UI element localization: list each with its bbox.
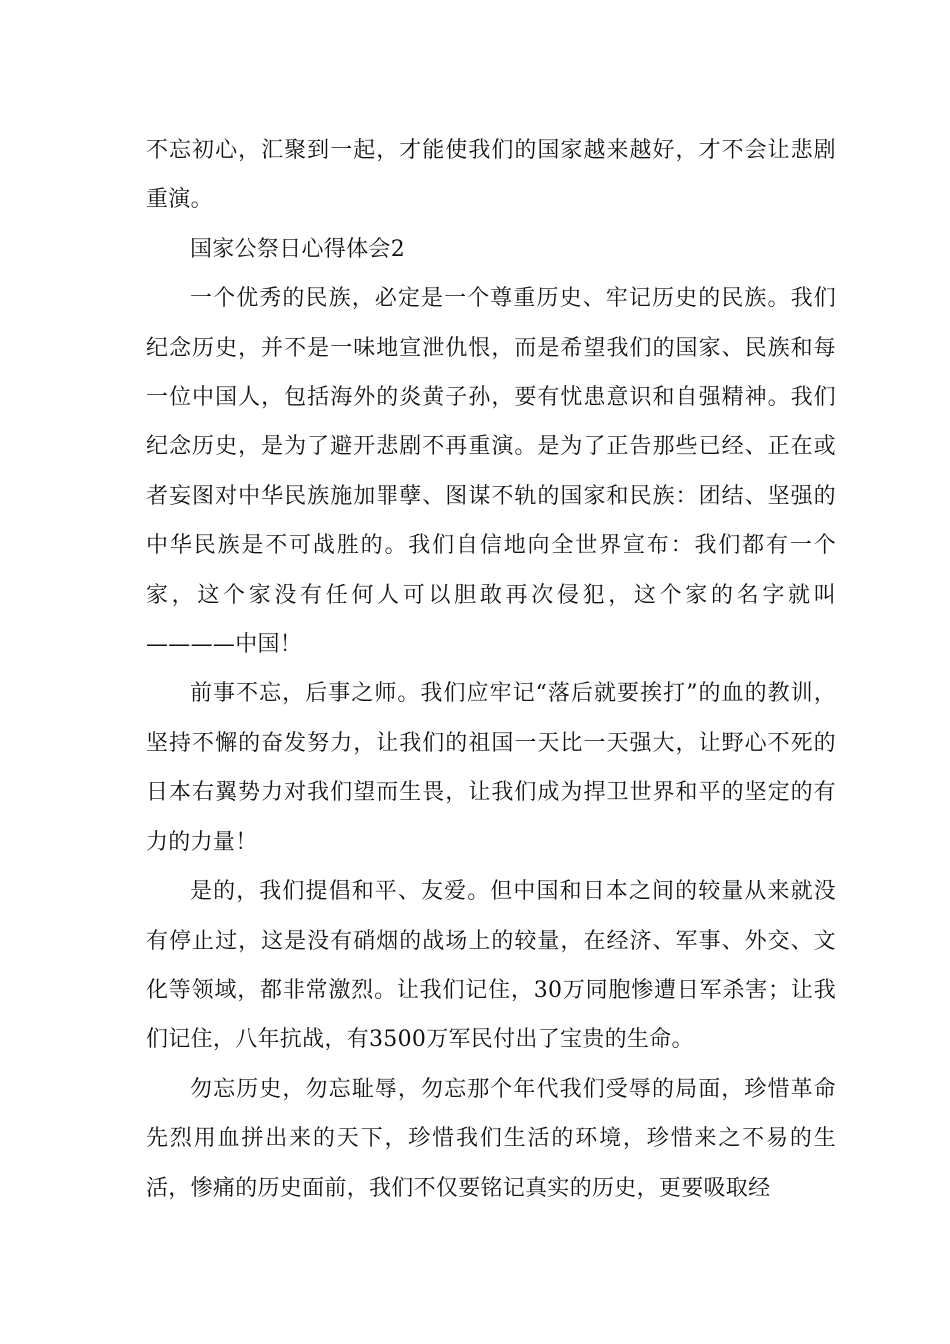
- paragraph: 是的，我们提倡和平、友爱。但中国和日本之间的较量从来就没有停止过，这是没有硝烟的战场上的较量，在经济、军事、外交、文化等领域，都非常激烈。让我们记住，30万同胞惨遭日军杀害；让我们记住，八年抗战，有3500万军民付出了宝贵的生命。: [146, 879, 836, 1053]
- document-body: [146, 126, 836, 1213]
- section-heading: 国家公祭日心得体会2: [190, 236, 405, 262]
- paragraph-continuation: 不忘初心，汇聚到一起，才能使我们的国家越来越好，才不会让悲剧重演。: [146, 138, 836, 213]
- paragraph: 勿忘历史，勿忘耻辱，勿忘那个年代我们受辱的局面，珍惜革命先烈用血拼出来的天下，珍惜我们生活的环境，珍惜来之不易的生活，惨痛的历史面前，我们不仅要铭记真实的历史，更要吸取经: [146, 1076, 836, 1201]
- paragraph: 前事不忘，后事之师。我们应牢记“落后就要挨打”的血的教训，坚持不懈的奋发努力，让我们的祖国一天比一天强大，让野心不死的日本右翼势力对我们望而生畏，让我们成为捍卫世界和平的坚定的有力的力量！: [146, 681, 836, 855]
- paragraph: 一个优秀的民族，必定是一个尊重历史、牢记历史的民族。我们纪念历史，并不是一味地宣泄仇恨，而是希望我们的国家、民族和每一位中国人，包括海外的炎黄子孙，要有忧患意识和自强精神。我们纪念历史，是为了避开悲剧不再重演。是为了正告那些已经、正在或者妄图对中华民族施加罪孽、图谋不轨的国家和民族：团结、坚强的中华民族是不可战胜的。我们自信地向全世界宣布：我们都有一个家，这个家没有任何人可以胆敢再次侵犯，这个家的名字就叫————中国！: [146, 286, 836, 658]
